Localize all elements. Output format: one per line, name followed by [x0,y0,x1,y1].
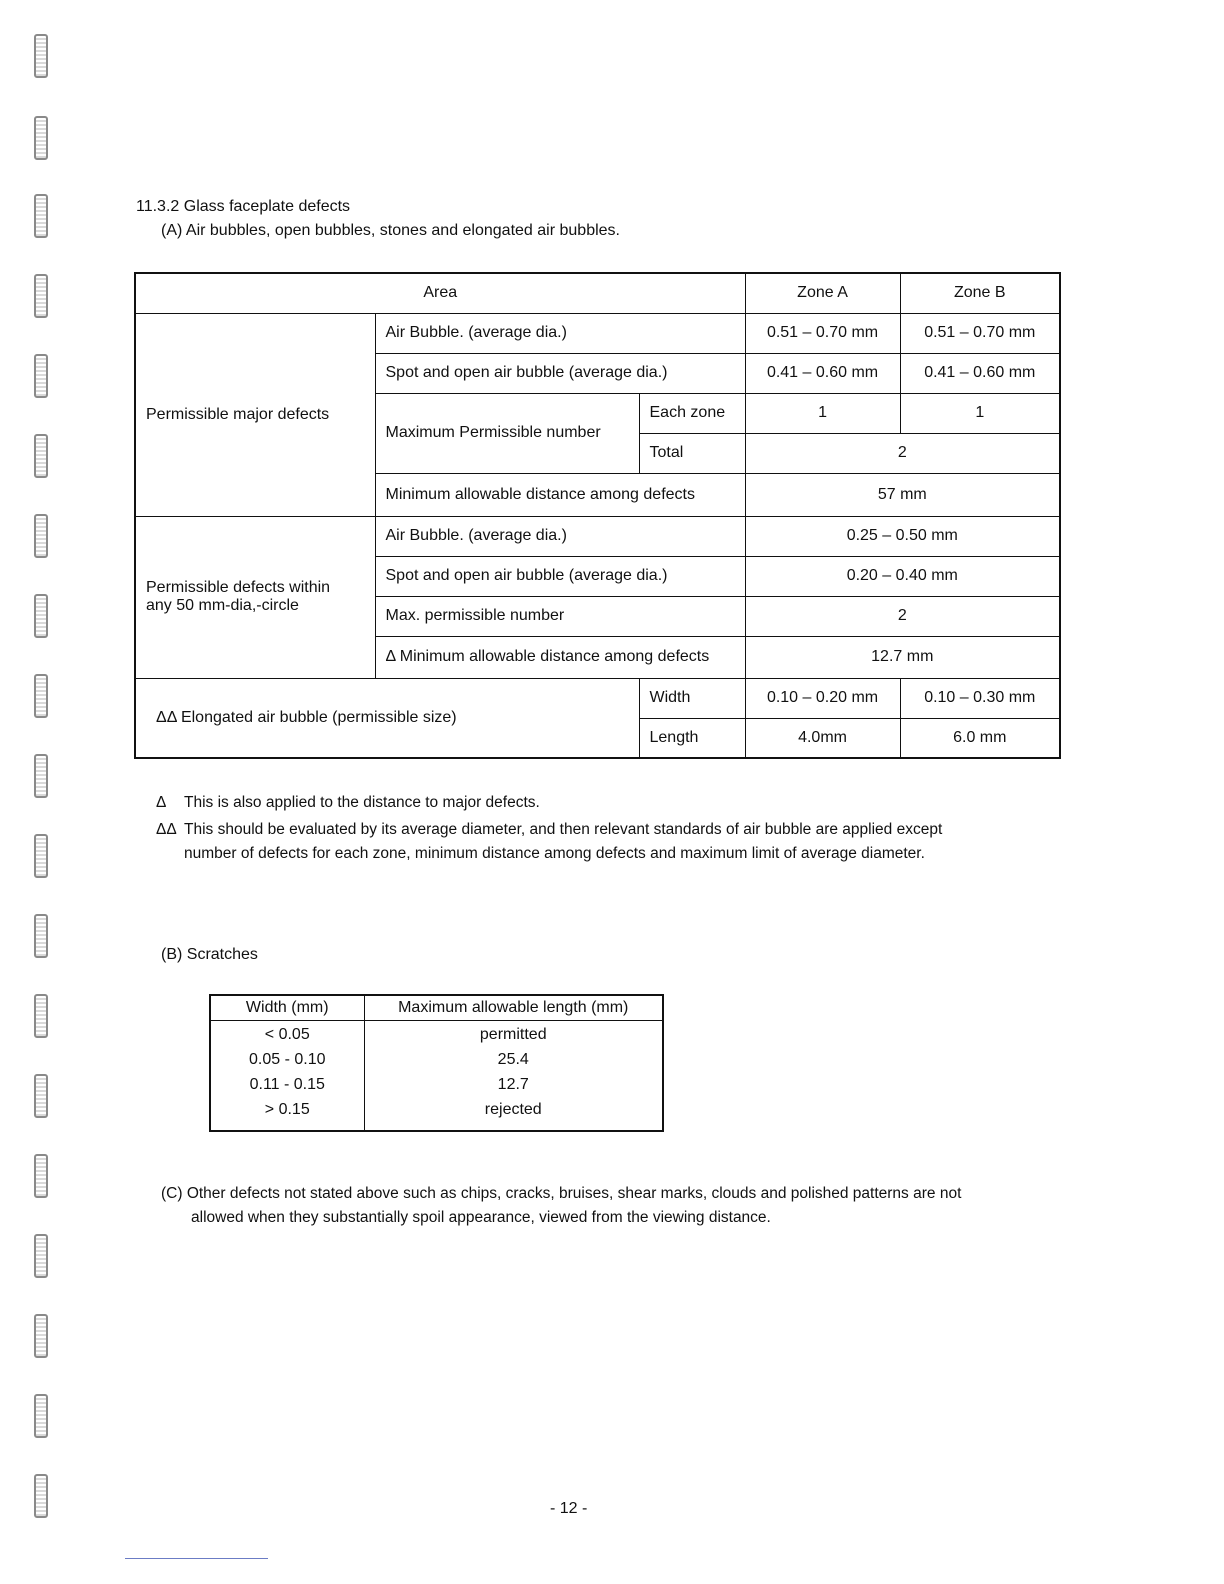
table-row [210,1047,663,1072]
scratches-heading: (B) Scratches [161,946,258,963]
major-spot-zone-b: 0.41 – 0.60 mm [900,353,1060,393]
circle-spot-label: Spot and open air bubble (average dia.) [375,556,745,596]
other-defects-line1: (C) Other defects not stated above such as chips, cracks, bruises, shear marks, clouds and polished patterns are not [161,1185,962,1202]
circle-air-bubble-label: Air Bubble. (average dia.) [375,516,745,556]
scratch-length: 12.7 [364,1072,663,1097]
col-width-header: Width (mm) [210,995,364,1021]
major-air-bubble-label: Air Bubble. (average dia.) [375,313,745,353]
binder-hole [34,274,48,318]
major-air-bubble-zone-b: 0.51 – 0.70 mm [900,313,1060,353]
footnote-1-text: This is also applied to the distance to major defects. [184,794,540,811]
each-zone-label: Each zone [639,393,745,433]
width-zone-a: 0.10 – 0.20 mm [745,678,900,718]
scratch-width: > 0.15 [210,1097,364,1131]
scratch-length: permitted [364,1021,663,1048]
scratch-length: rejected [364,1097,663,1131]
binder-hole [34,754,48,798]
circle-spot-value: 0.20 – 0.40 mm [745,556,1060,596]
binder-hole [34,354,48,398]
major-max-number-label: Maximum Permissible number [375,393,639,473]
binder-hole [34,994,48,1038]
binder-hole [34,1314,48,1358]
binder-hole [34,34,48,78]
table-row [210,1072,663,1097]
circle-label-line1: Permissible defects within [146,579,331,596]
defects-table [134,272,1061,759]
page-number: - 12 - [550,1500,588,1517]
total-label: Total [639,433,745,473]
binder-hole [34,514,48,558]
binder-hole [34,434,48,478]
binder-hole [34,1074,48,1118]
table-row [135,678,1060,718]
scratch-width: 0.11 - 0.15 [210,1072,364,1097]
major-spot-zone-a: 0.41 – 0.60 mm [745,353,900,393]
binder-hole [34,1234,48,1278]
table-header-row [135,273,1060,313]
footnote-2 [156,818,942,866]
scratch-width: < 0.05 [210,1021,364,1048]
header-zone-b: Zone B [900,273,1060,313]
total-value: 2 [745,433,1060,473]
binder-hole [34,194,48,238]
major-spot-label: Spot and open air bubble (average dia.) [375,353,745,393]
each-zone-b: 1 [900,393,1060,433]
scratch-width: 0.05 - 0.10 [210,1047,364,1072]
circle-max-number-label: Max. permissible number [375,596,745,636]
table-row [135,313,1060,353]
footnote-2-mark: ΔΔ [156,821,177,838]
circle-label-line2: any 50 mm-dia,-circle [146,597,299,614]
binder-hole [34,1474,48,1518]
binder-holes [28,30,58,1530]
other-defects-paragraph [161,1182,1081,1230]
binder-hole [34,1394,48,1438]
binder-hole [34,116,48,160]
circle-air-bubble-value: 0.25 – 0.50 mm [745,516,1060,556]
footnote-2-line2: number of defects for each zone, minimum distance among defects and maximum limit of average diameter. [184,845,925,862]
section-heading: 11.3.2 Glass faceplate defects [136,198,351,215]
major-defects-label: Permissible major defects [135,313,375,516]
footnote-2-line1: This should be evaluated by its average diameter, and then relevant standards of air bubble are applied except [184,821,943,838]
length-zone-a: 4.0mm [745,718,900,758]
major-min-distance-label: Minimum allowable distance among defects [375,473,745,516]
elongated-label: ΔΔ Elongated air bubble (permissible size) [135,678,639,758]
scratches-table [209,994,664,1132]
footer-rule [125,1558,268,1559]
col-length-header: Maximum allowable length (mm) [364,995,663,1021]
major-air-bubble-zone-a: 0.51 – 0.70 mm [745,313,900,353]
header-area: Area [135,273,745,313]
circle-min-distance-label: Δ Minimum allowable distance among defects [375,636,745,678]
binder-hole [34,834,48,878]
width-zone-b: 0.10 – 0.30 mm [900,678,1060,718]
binder-hole [34,1154,48,1198]
scratch-length: 25.4 [364,1047,663,1072]
scratches-header-row [210,995,663,1021]
footnote-1 [156,791,540,815]
section-subheading: (A) Air bubbles, open bubbles, stones and elongated air bubbles. [161,222,620,239]
other-defects-line2: allowed when they substantially spoil appearance, viewed from the viewing distance. [191,1209,771,1226]
length-label: Length [639,718,745,758]
each-zone-a: 1 [745,393,900,433]
circle-defects-label [135,516,375,678]
binder-hole [34,914,48,958]
table-row [135,516,1060,556]
major-min-distance-value: 57 mm [745,473,1060,516]
circle-max-number-value: 2 [745,596,1060,636]
circle-min-distance-value: 12.7 mm [745,636,1060,678]
footnote-1-mark: Δ [156,794,167,811]
header-zone-a: Zone A [745,273,900,313]
table-row [210,1021,663,1048]
binder-hole [34,674,48,718]
binder-hole [34,594,48,638]
length-zone-b: 6.0 mm [900,718,1060,758]
width-label: Width [639,678,745,718]
table-row [210,1097,663,1131]
